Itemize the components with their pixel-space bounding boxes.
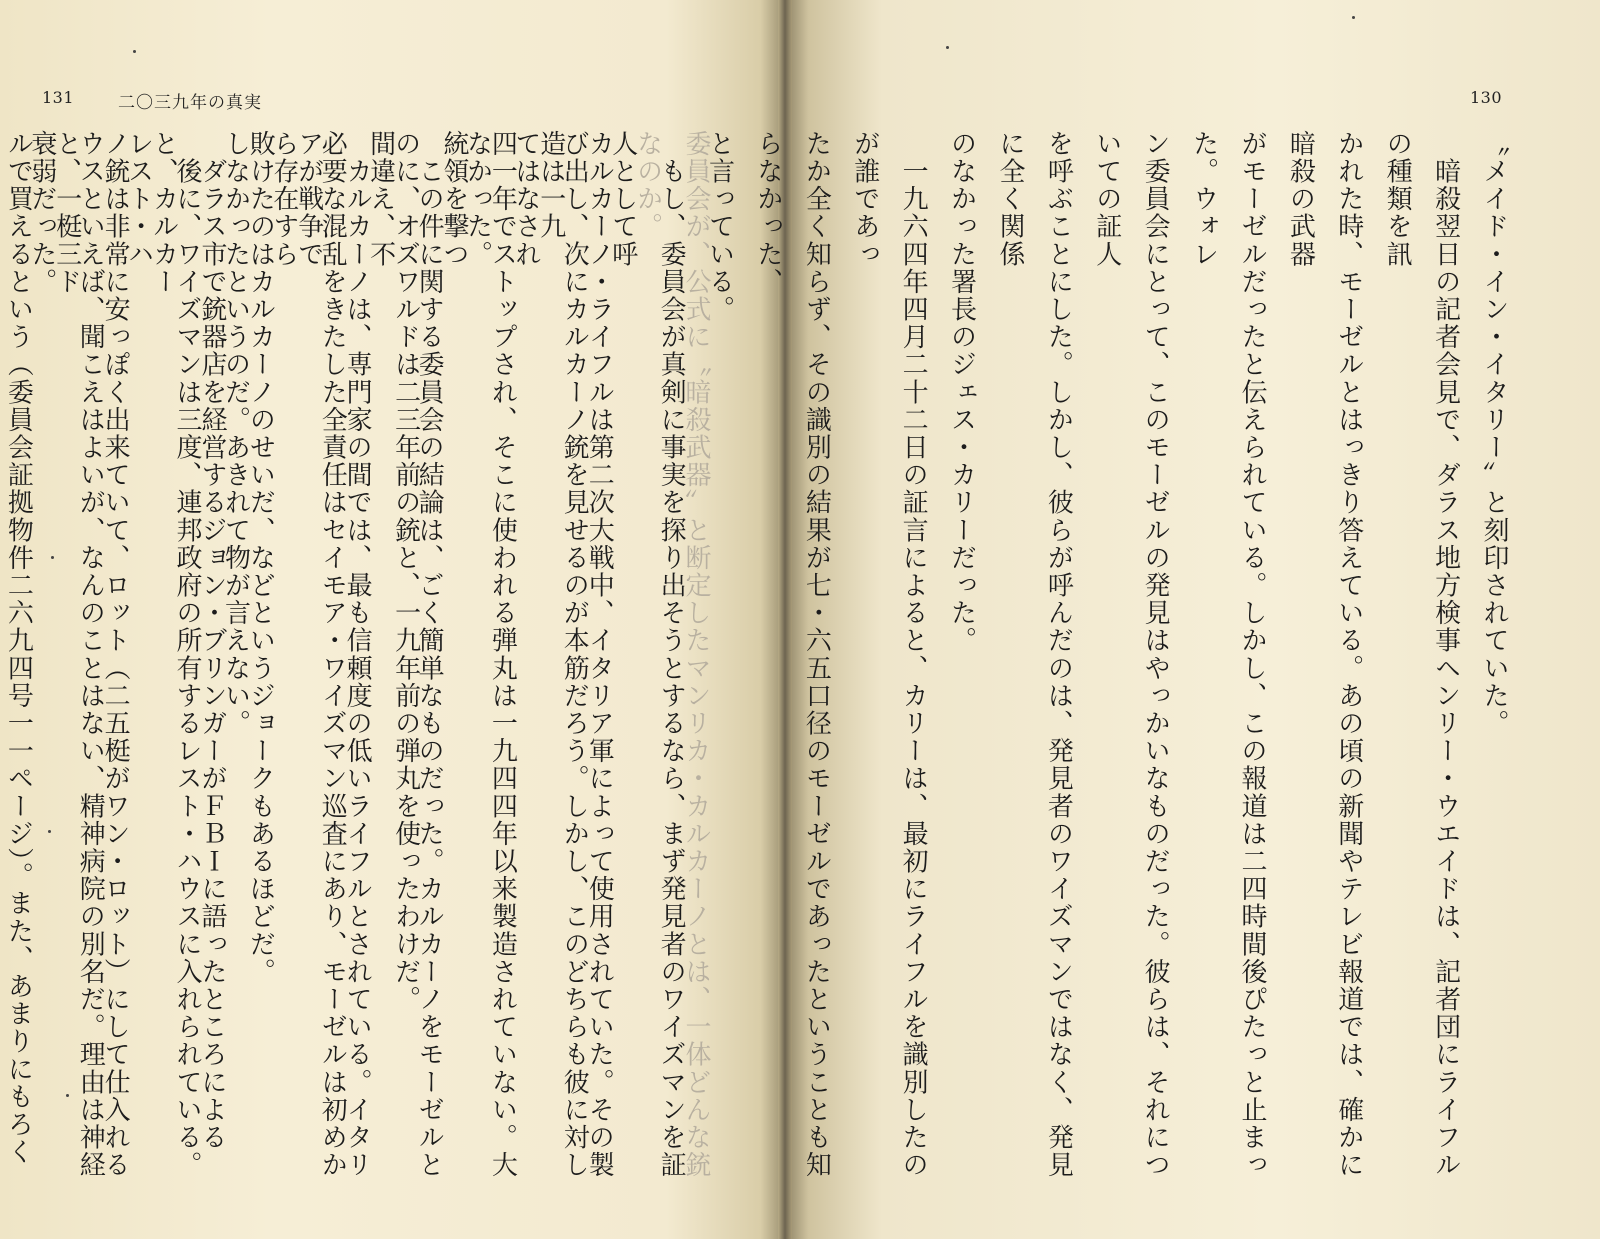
paper-speck [51,556,54,559]
text-line: 一九六四年四月二十二日の証言によると、カリーは、最初にライフルを識別したのが誰であっ [849,130,929,1179]
text-line: カルカーノ・ライフルは第二次大戦中、イタリア軍によって使用されていた。その製造は一九 [535,130,615,1179]
text-line: ノ銃は非常に安っぽく出来ていて、ロット（二五梃がワン・ロット）にして仕入れると、一梃三ド [51,130,131,1179]
paper-speck [48,830,51,833]
paper-speck [946,46,949,49]
text-line: がモーゼルだったと伝えられている。しかし、この報道は二四時間後ぴたっと止まった。ウォレ [1188,130,1267,1179]
text-line: 必要な混乱をきたした全責任はセイモア・ワイズマン巡査にあり、モーゼルは初めから存在すら [268,130,348,1179]
text-line: 〝メイド・イン・イタリー〟と刻印されていた。 [1479,130,1509,738]
text-line: なかった。 [462,130,493,268]
text-line: ウスといえば、聞こえはよいが、なんのことはない、精神病院の別名だ。理由は神経衰弱だった。 [26,130,106,1179]
text-line: のに、オズワルドは二三年前の銃と、一九年前の弾丸を使ったわけだ。 [390,130,421,1014]
text-line: かれた時、モーゼルとはっきり答えている。あの頃の新聞やテレビ報道では、確かに暗殺の武器 [1285,130,1364,1179]
chapter-title: 二〇三九年の真実 [118,93,262,113]
page-number-131: 131 [42,88,75,107]
paper-speck [133,50,136,53]
text-line: しなかったというのだ。あきれて物が言えない。 [220,130,251,738]
text-line: ルで買えるという（委員会証拠物件二六九四号一一ページ）。また、あまりにもろく [3,130,34,1166]
text-line: もし、委員会が真剣に事実を探り出そうとするなら、まず発見者のワイズマンを証人として呼 [607,130,687,1179]
left-page-body [3,130,720,1190]
text-line: のなかった署長のジェス・カリーだった。 [946,130,977,655]
running-title [118,88,262,113]
text-line: 後に、ワイズマンは三度、連邦政府の所有するレスト・ハウスに入れられている。レスト・ハ [123,130,203,1179]
text-line: び出し、次にカルカーノ銃を見せるのが本筋だろう。しかし、このどちらも彼に対してはなされ [510,130,590,1179]
left-page-number [42,88,74,107]
paper-speck [66,1094,69,1097]
text-line: 暗殺翌日の記者会見で、ダラス地方検事ヘンリー・ウエイドは、記者団にライフルの種類を訊 [1382,130,1461,1179]
text-line: ン委員会にとって、このモーゼルの発見はやっかいなものだった。彼らは、それについての証人 [1091,130,1171,1179]
page-number-130: 130 [1470,88,1503,107]
text-line: を呼ぶことにした。しかし、彼らが呼んだのは、発見者のワイズマンではなく、発見に全く関係 [994,130,1074,1179]
right-page-number [1470,88,1502,107]
paper-speck [1352,16,1355,19]
text-line: 四一年でストップされ、そこに使われる弾丸は一九四四年以来製造されていない。大統領を撃つ [438,130,518,1179]
text-line: たか全く知らず、その識別の結果が七・六五口径のモーゼルであったということも知らなかった、 [752,130,832,1179]
text-line-faded-heading: 委員会が、公式に〝暗殺武器〟と断定したマンリカ・カルカーノとは、一体どんな銃なのか。 [632,130,711,1179]
text-line: 敗けたのはカルカーノのせいだ、などというジョークもあるほどだ。 [245,130,276,986]
text-line: カルカーノは、専門家の間では、最も信頼度の低いライフルとされている。イタリアが戦争で [293,130,373,1179]
text-line: と言っている。 [704,130,735,324]
text-line: ダラス市で銃器店を経営するジョン・ブリンガーがＦＢＩに語ったところによると、カルカー [148,130,227,1152]
text-line: この件に関する委員会の結論は、ごく簡単なものだった。カルカーノをモーゼルと間違え、不 [365,130,445,1179]
